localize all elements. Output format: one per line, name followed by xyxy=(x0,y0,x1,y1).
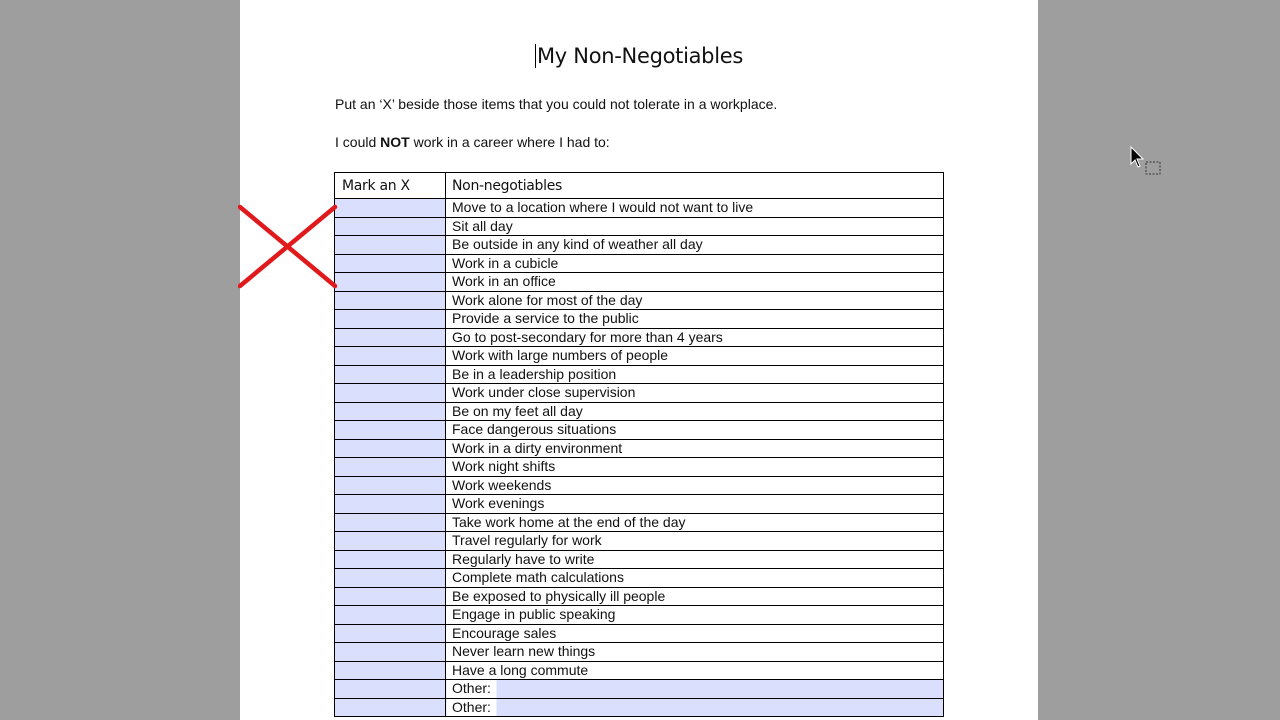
non-negotiable-item: Work in a cubicle xyxy=(446,254,944,273)
non-negotiable-item: Move to a location where I would not want to live xyxy=(446,199,944,218)
table-row xyxy=(335,680,944,699)
non-negotiable-item: Work under close supervision xyxy=(446,384,944,403)
table-row xyxy=(335,458,944,477)
table-row xyxy=(335,199,944,218)
table-row xyxy=(335,587,944,606)
mark-field[interactable] xyxy=(335,217,446,236)
non-negotiable-item: Be outside in any kind of weather all day xyxy=(446,236,944,255)
table-row xyxy=(335,421,944,440)
mark-field[interactable] xyxy=(335,495,446,514)
non-negotiable-item: Work evenings xyxy=(446,495,944,514)
red-x-mark-icon xyxy=(238,203,338,289)
mark-field[interactable] xyxy=(335,532,446,551)
table-row xyxy=(335,402,944,421)
document-page xyxy=(240,0,1038,720)
table-row xyxy=(335,643,944,662)
table-row xyxy=(335,513,944,532)
non-negotiable-item: Work with large numbers of people xyxy=(446,347,944,366)
mark-field[interactable] xyxy=(335,273,446,292)
prompt-emphasis: NOT xyxy=(380,134,410,150)
non-negotiable-item: Face dangerous situations xyxy=(446,421,944,440)
mouse-pointer-icon xyxy=(1129,146,1163,178)
other-field[interactable]: Other: xyxy=(446,680,944,699)
non-negotiable-item: Work night shifts xyxy=(446,458,944,477)
mark-field[interactable] xyxy=(335,476,446,495)
non-negotiable-item: Travel regularly for work xyxy=(446,532,944,551)
table-row xyxy=(335,236,944,255)
table-row xyxy=(335,254,944,273)
table-row xyxy=(335,606,944,625)
non-negotiable-item: Sit all day xyxy=(446,217,944,236)
mark-field[interactable] xyxy=(335,698,446,717)
mark-field[interactable] xyxy=(335,439,446,458)
table-row xyxy=(335,310,944,329)
mark-field[interactable] xyxy=(335,458,446,477)
prompt-text xyxy=(335,134,610,150)
non-negotiable-item: Work in an office xyxy=(446,273,944,292)
table-row xyxy=(335,217,944,236)
title-text: My Non-Negotiables xyxy=(536,44,744,68)
mark-field[interactable] xyxy=(335,365,446,384)
prompt-suffix: work in a career where I had to: xyxy=(409,134,610,150)
non-negotiable-item: Provide a service to the public xyxy=(446,310,944,329)
mark-field[interactable] xyxy=(335,402,446,421)
non-negotiable-item: Never learn new things xyxy=(446,643,944,662)
table-row xyxy=(335,495,944,514)
mark-field[interactable] xyxy=(335,236,446,255)
mark-field[interactable] xyxy=(335,347,446,366)
mark-field[interactable] xyxy=(335,661,446,680)
mark-field[interactable] xyxy=(335,513,446,532)
non-negotiable-item: Be in a leadership position xyxy=(446,365,944,384)
mark-field[interactable] xyxy=(335,680,446,699)
non-negotiable-item: Engage in public speaking xyxy=(446,606,944,625)
prompt-prefix: I could xyxy=(335,134,381,150)
mark-field[interactable] xyxy=(335,199,446,218)
non-negotiable-item: Be exposed to physically ill people xyxy=(446,587,944,606)
table-row xyxy=(335,532,944,551)
header-mark-an-x: Mark an X xyxy=(335,173,446,199)
mark-field[interactable] xyxy=(335,569,446,588)
table-row xyxy=(335,439,944,458)
mark-field[interactable] xyxy=(335,291,446,310)
non-negotiable-item: Work alone for most of the day xyxy=(446,291,944,310)
mark-field[interactable] xyxy=(335,384,446,403)
table-row xyxy=(335,365,944,384)
mark-field[interactable] xyxy=(335,587,446,606)
non-negotiable-item: Regularly have to write xyxy=(446,550,944,569)
page-title xyxy=(240,44,1038,68)
mark-field[interactable] xyxy=(335,606,446,625)
non-negotiable-item: Encourage sales xyxy=(446,624,944,643)
instruction-text: Put an ‘X’ beside those items that you could not tolerate in a workplace. xyxy=(335,96,778,112)
mark-field[interactable] xyxy=(335,550,446,569)
mark-field[interactable] xyxy=(335,643,446,662)
mark-field[interactable] xyxy=(335,254,446,273)
table-row xyxy=(335,698,944,717)
table-row xyxy=(335,291,944,310)
other-field[interactable]: Other: xyxy=(446,698,944,717)
table-row xyxy=(335,569,944,588)
table-row xyxy=(335,384,944,403)
table-row xyxy=(335,328,944,347)
mark-field[interactable] xyxy=(335,624,446,643)
table-row xyxy=(335,624,944,643)
non-negotiable-item: Be on my feet all day xyxy=(446,402,944,421)
table-row xyxy=(335,273,944,292)
mark-field[interactable] xyxy=(335,310,446,329)
non-negotiable-item: Go to post-secondary for more than 4 years xyxy=(446,328,944,347)
table-row xyxy=(335,550,944,569)
table-row xyxy=(335,476,944,495)
non-negotiable-item: Take work home at the end of the day xyxy=(446,513,944,532)
text-caret xyxy=(535,44,536,68)
non-negotiable-item: Work in a dirty environment xyxy=(446,439,944,458)
non-negotiable-item: Have a long commute xyxy=(446,661,944,680)
table-row xyxy=(335,661,944,680)
non-negotiable-item: Work weekends xyxy=(446,476,944,495)
non-negotiables-table xyxy=(334,172,944,717)
header-non-negotiables: Non-negotiables xyxy=(446,173,944,199)
table-header-row xyxy=(335,173,944,199)
mark-field[interactable] xyxy=(335,328,446,347)
non-negotiable-item: Complete math calculations xyxy=(446,569,944,588)
mark-field[interactable] xyxy=(335,421,446,440)
table-row xyxy=(335,347,944,366)
